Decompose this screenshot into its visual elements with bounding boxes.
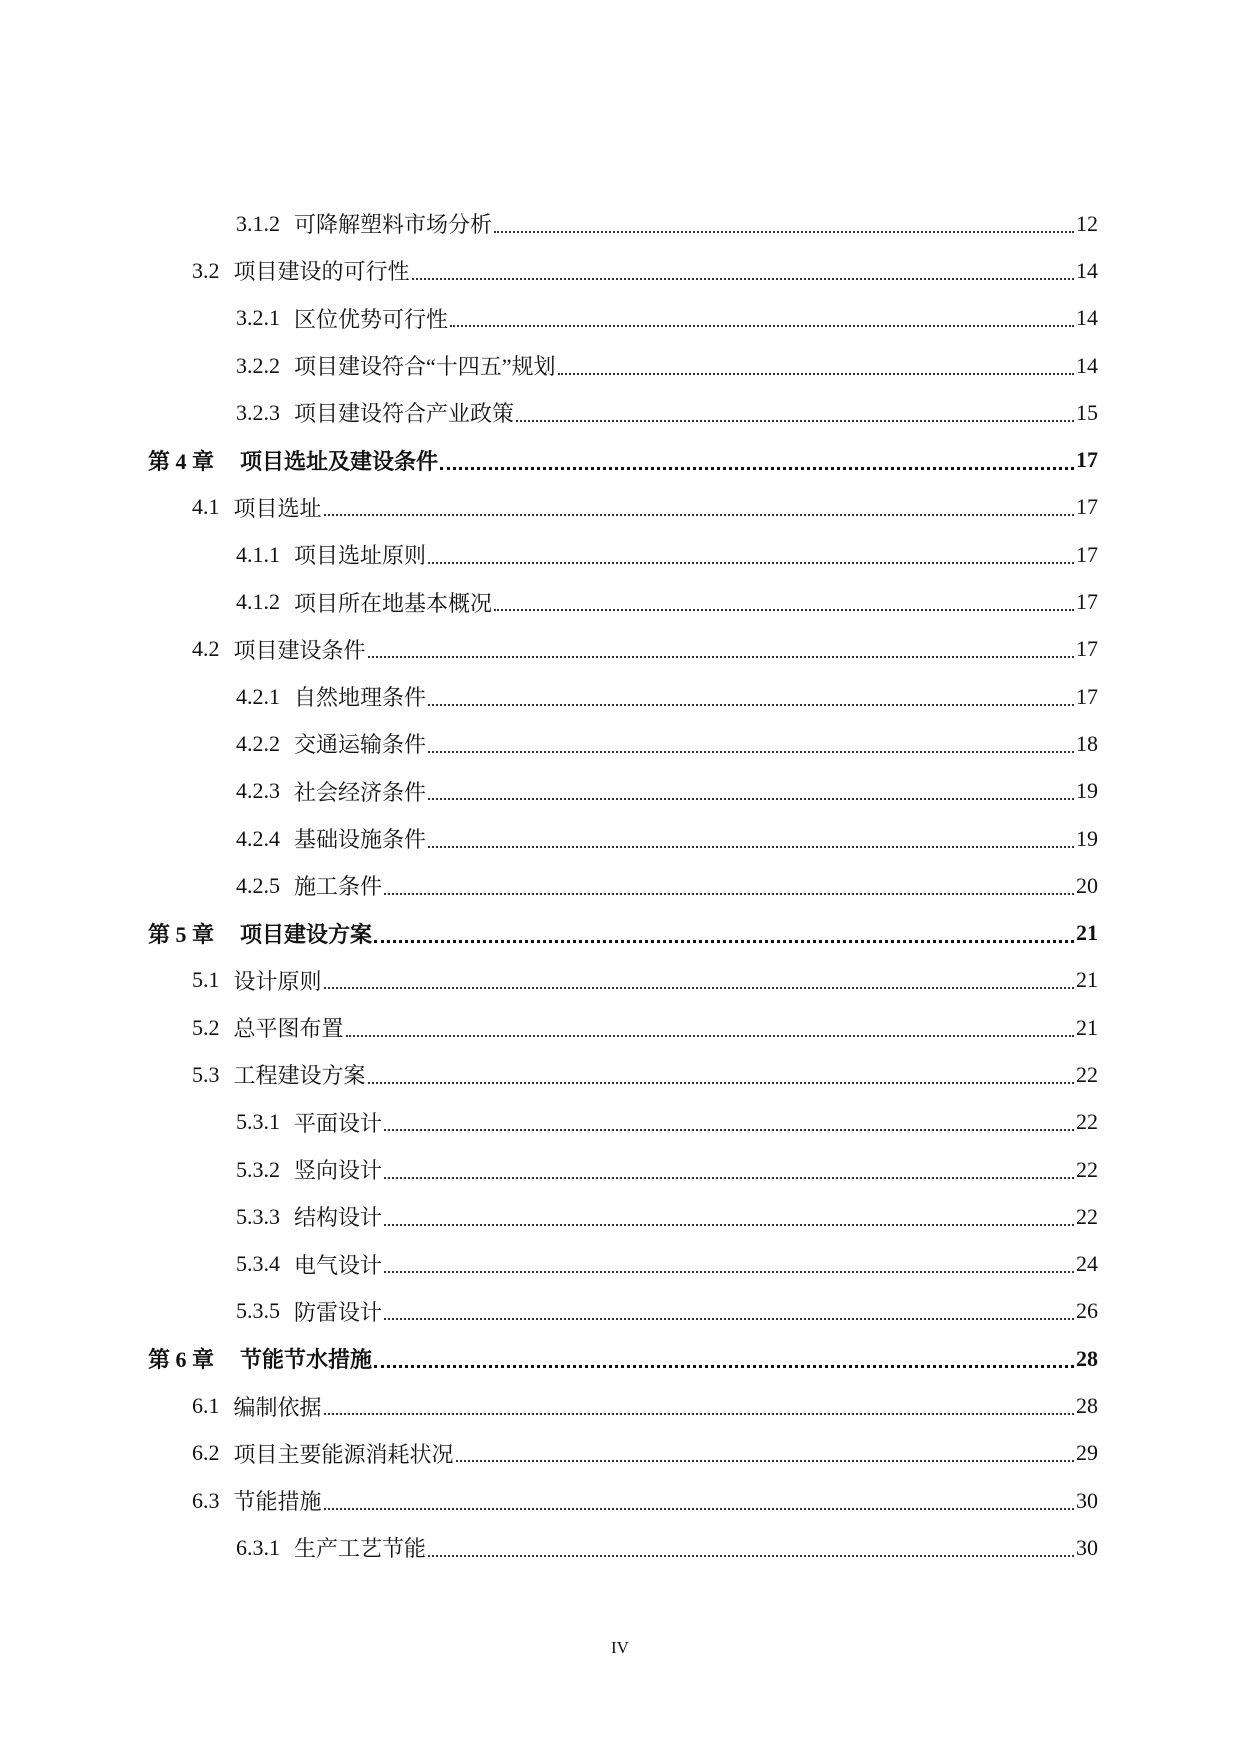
toc-entry-number: 3.2.2 [236, 352, 280, 378]
toc-entry-title: 项目建设方案 [240, 921, 373, 947]
toc-entry-title: 施工条件 [294, 874, 383, 900]
toc-entry-page: 17 [1076, 683, 1098, 709]
toc-entry-title: 生产工艺节能 [294, 1536, 427, 1562]
dot-leader [324, 1413, 1074, 1415]
dot-leader [384, 1318, 1074, 1320]
toc-entry[interactable] [148, 862, 1098, 909]
toc-entry-number: 5.1 [192, 967, 220, 993]
toc-entry-title: 社会经济条件 [294, 779, 427, 805]
toc-entry[interactable] [148, 1288, 1098, 1335]
toc-entry-number: 5.3.1 [236, 1109, 280, 1135]
toc-entry[interactable] [148, 1051, 1098, 1098]
dot-leader [494, 609, 1074, 611]
toc-entry[interactable] [148, 1477, 1098, 1524]
toc-entry-page: 28 [1076, 1345, 1098, 1371]
toc-entry-page: 14 [1076, 305, 1098, 331]
toc-chapter-entry[interactable] [148, 436, 1098, 483]
dot-leader [374, 940, 1074, 943]
toc-entry-title: 项目选址 [233, 495, 322, 521]
toc-entry[interactable] [148, 673, 1098, 720]
toc-entry-page: 20 [1076, 872, 1098, 898]
toc-entry-number: 4.2 [192, 636, 220, 662]
toc-entry-page: 19 [1076, 825, 1098, 851]
toc-entry[interactable] [148, 1146, 1098, 1193]
dot-leader [324, 1508, 1074, 1510]
toc-entry-page: 30 [1076, 1487, 1098, 1513]
dot-leader [384, 1224, 1074, 1226]
toc-entry-page: 26 [1076, 1298, 1098, 1324]
dot-leader [558, 373, 1074, 375]
toc-entry[interactable] [148, 957, 1098, 1004]
toc-entry-number: 4.2.1 [236, 683, 280, 709]
toc-entry-title: 防雷设计 [294, 1299, 383, 1325]
dot-leader [450, 325, 1074, 327]
toc-entry-page: 17 [1076, 494, 1098, 520]
dot-leader [440, 467, 1074, 470]
toc-entry-title: 基础设施条件 [294, 827, 427, 852]
toc-entry-page: 17 [1076, 636, 1098, 662]
dot-leader [428, 798, 1074, 800]
toc-entry-title: 电气设计 [294, 1252, 383, 1278]
toc-entry[interactable] [148, 1241, 1098, 1288]
toc-entry-number: 5.3.3 [236, 1203, 280, 1229]
toc-entry[interactable] [148, 200, 1098, 247]
dot-leader [324, 987, 1074, 989]
toc-entry-page: 15 [1076, 399, 1098, 425]
dot-leader [428, 751, 1074, 753]
toc-entry-page: 19 [1076, 778, 1098, 804]
toc-entry-page: 29 [1076, 1440, 1098, 1466]
toc-entry[interactable] [148, 247, 1098, 294]
toc-entry-number: 5.3 [192, 1061, 220, 1087]
toc-entry-title: 平面设计 [294, 1110, 383, 1136]
toc-entry[interactable] [148, 484, 1098, 531]
toc-entry-title: 项目选址及建设条件 [240, 448, 439, 474]
toc-entry-number: 4.1.2 [236, 589, 280, 615]
toc-entry-number: 4.2.3 [236, 778, 280, 804]
toc-entry-number: 第 6 章 [148, 1347, 215, 1373]
toc-entry-number: 6.3.1 [236, 1534, 280, 1560]
toc-entry-title: 项目建设条件 [233, 637, 366, 663]
toc-entry-number: 4.2.5 [236, 872, 280, 898]
toc-entry-number: 3.1.2 [236, 210, 280, 236]
toc-entry-number: 第 5 章 [148, 921, 215, 947]
toc-entry-title: 项目建设符合“十四五”规划 [294, 354, 556, 380]
toc-entry[interactable] [148, 295, 1098, 342]
toc-entry-number: 5.2 [192, 1014, 220, 1040]
toc-entry-title: 项目所在地基本概况 [294, 590, 493, 616]
toc-entry[interactable] [148, 531, 1098, 578]
toc-entry-page: 22 [1076, 1061, 1098, 1087]
toc-entry-number: 5.3.4 [236, 1251, 280, 1277]
toc-entry[interactable] [148, 1524, 1098, 1571]
table-of-contents [148, 200, 1098, 1572]
toc-entry-page: 21 [1076, 1014, 1098, 1040]
toc-entry[interactable] [148, 389, 1098, 436]
toc-entry[interactable] [148, 578, 1098, 625]
dot-leader [494, 231, 1074, 233]
toc-entry-page: 21 [1076, 967, 1098, 993]
toc-entry[interactable] [148, 1430, 1098, 1477]
toc-entry[interactable] [148, 1193, 1098, 1240]
toc-entry-number: 4.1 [192, 494, 220, 520]
toc-entry[interactable] [148, 815, 1098, 862]
toc-entry[interactable] [148, 768, 1098, 815]
toc-entry-title: 项目建设的可行性 [233, 259, 410, 285]
toc-entry[interactable] [148, 626, 1098, 673]
toc-entry-title: 节能措施 [233, 1489, 322, 1515]
dot-leader [324, 514, 1074, 516]
toc-entry-number: 4.2.2 [236, 730, 280, 756]
toc-chapter-entry[interactable] [148, 1335, 1098, 1382]
toc-entry-page: 17 [1076, 541, 1098, 567]
dot-leader [412, 278, 1074, 280]
toc-entry-number: 3.2.1 [236, 305, 280, 331]
toc-entry-page: 18 [1076, 730, 1098, 756]
toc-entry-title: 自然地理条件 [294, 685, 427, 711]
toc-entry-number: 3.2 [192, 257, 220, 283]
toc-entry-page: 21 [1076, 920, 1098, 946]
toc-entry-title: 节能节水措施 [240, 1347, 373, 1373]
dot-leader [516, 420, 1074, 422]
dot-leader [374, 1365, 1074, 1368]
toc-entry-title: 设计原则 [233, 968, 322, 994]
toc-entry[interactable] [148, 720, 1098, 767]
toc-entry-number: 6.2 [192, 1440, 220, 1466]
dot-leader [428, 1555, 1074, 1557]
dot-leader [428, 704, 1074, 706]
dot-leader [368, 656, 1074, 658]
dot-leader [428, 846, 1074, 848]
toc-entry-page: 12 [1076, 210, 1098, 236]
toc-entry-number: 3.2.3 [236, 399, 280, 425]
toc-entry-title: 可降解塑料市场分析 [294, 212, 493, 238]
toc-entry-number: 6.3 [192, 1487, 220, 1513]
toc-entry-title: 项目主要能源消耗状况 [233, 1441, 454, 1467]
toc-entry-page: 22 [1076, 1203, 1098, 1229]
toc-entry-title: 项目建设符合产业政策 [294, 401, 515, 427]
toc-entry-title: 结构设计 [294, 1205, 383, 1231]
toc-entry-number: 6.1 [192, 1393, 220, 1419]
toc-entry[interactable] [148, 1382, 1098, 1429]
dot-leader [428, 562, 1074, 564]
toc-entry-page: 14 [1076, 352, 1098, 378]
toc-entry-page: 28 [1076, 1393, 1098, 1419]
toc-entry-page: 17 [1076, 589, 1098, 615]
dot-leader [384, 1177, 1074, 1179]
toc-entry-title: 工程建设方案 [233, 1063, 366, 1089]
toc-entry-page: 17 [1076, 447, 1098, 473]
toc-entry-title: 竖向设计 [294, 1158, 383, 1184]
dot-leader [456, 1460, 1074, 1462]
toc-entry-number: 5.3.2 [236, 1156, 280, 1182]
dot-leader [346, 1035, 1074, 1037]
toc-entry-title: 编制依据 [233, 1394, 322, 1420]
toc-chapter-entry[interactable] [148, 909, 1098, 956]
toc-entry-page: 22 [1076, 1156, 1098, 1182]
toc-entry-page: 14 [1076, 257, 1098, 283]
toc-entry-title: 区位优势可行性 [294, 306, 449, 332]
toc-entry[interactable] [148, 342, 1098, 389]
toc-entry-number: 第 4 章 [148, 448, 215, 474]
toc-entry[interactable] [148, 1099, 1098, 1146]
dot-leader [384, 1271, 1074, 1273]
dot-leader [384, 1129, 1074, 1131]
dot-leader [368, 1082, 1074, 1084]
toc-entry-title: 项目选址原则 [294, 543, 427, 569]
toc-entry-title: 交通运输条件 [294, 732, 427, 758]
toc-entry-page: 22 [1076, 1109, 1098, 1135]
toc-entry-number: 4.1.1 [236, 541, 280, 567]
page-number: IV [611, 1638, 629, 1657]
toc-entry-page: 30 [1076, 1534, 1098, 1560]
toc-entry-number: 4.2.4 [236, 825, 280, 851]
toc-entry-title: 总平图布置 [233, 1016, 344, 1042]
toc-entry-number: 5.3.5 [236, 1298, 280, 1324]
toc-entry[interactable] [148, 1004, 1098, 1051]
dot-leader [384, 893, 1074, 895]
toc-entry-page: 24 [1076, 1251, 1098, 1277]
